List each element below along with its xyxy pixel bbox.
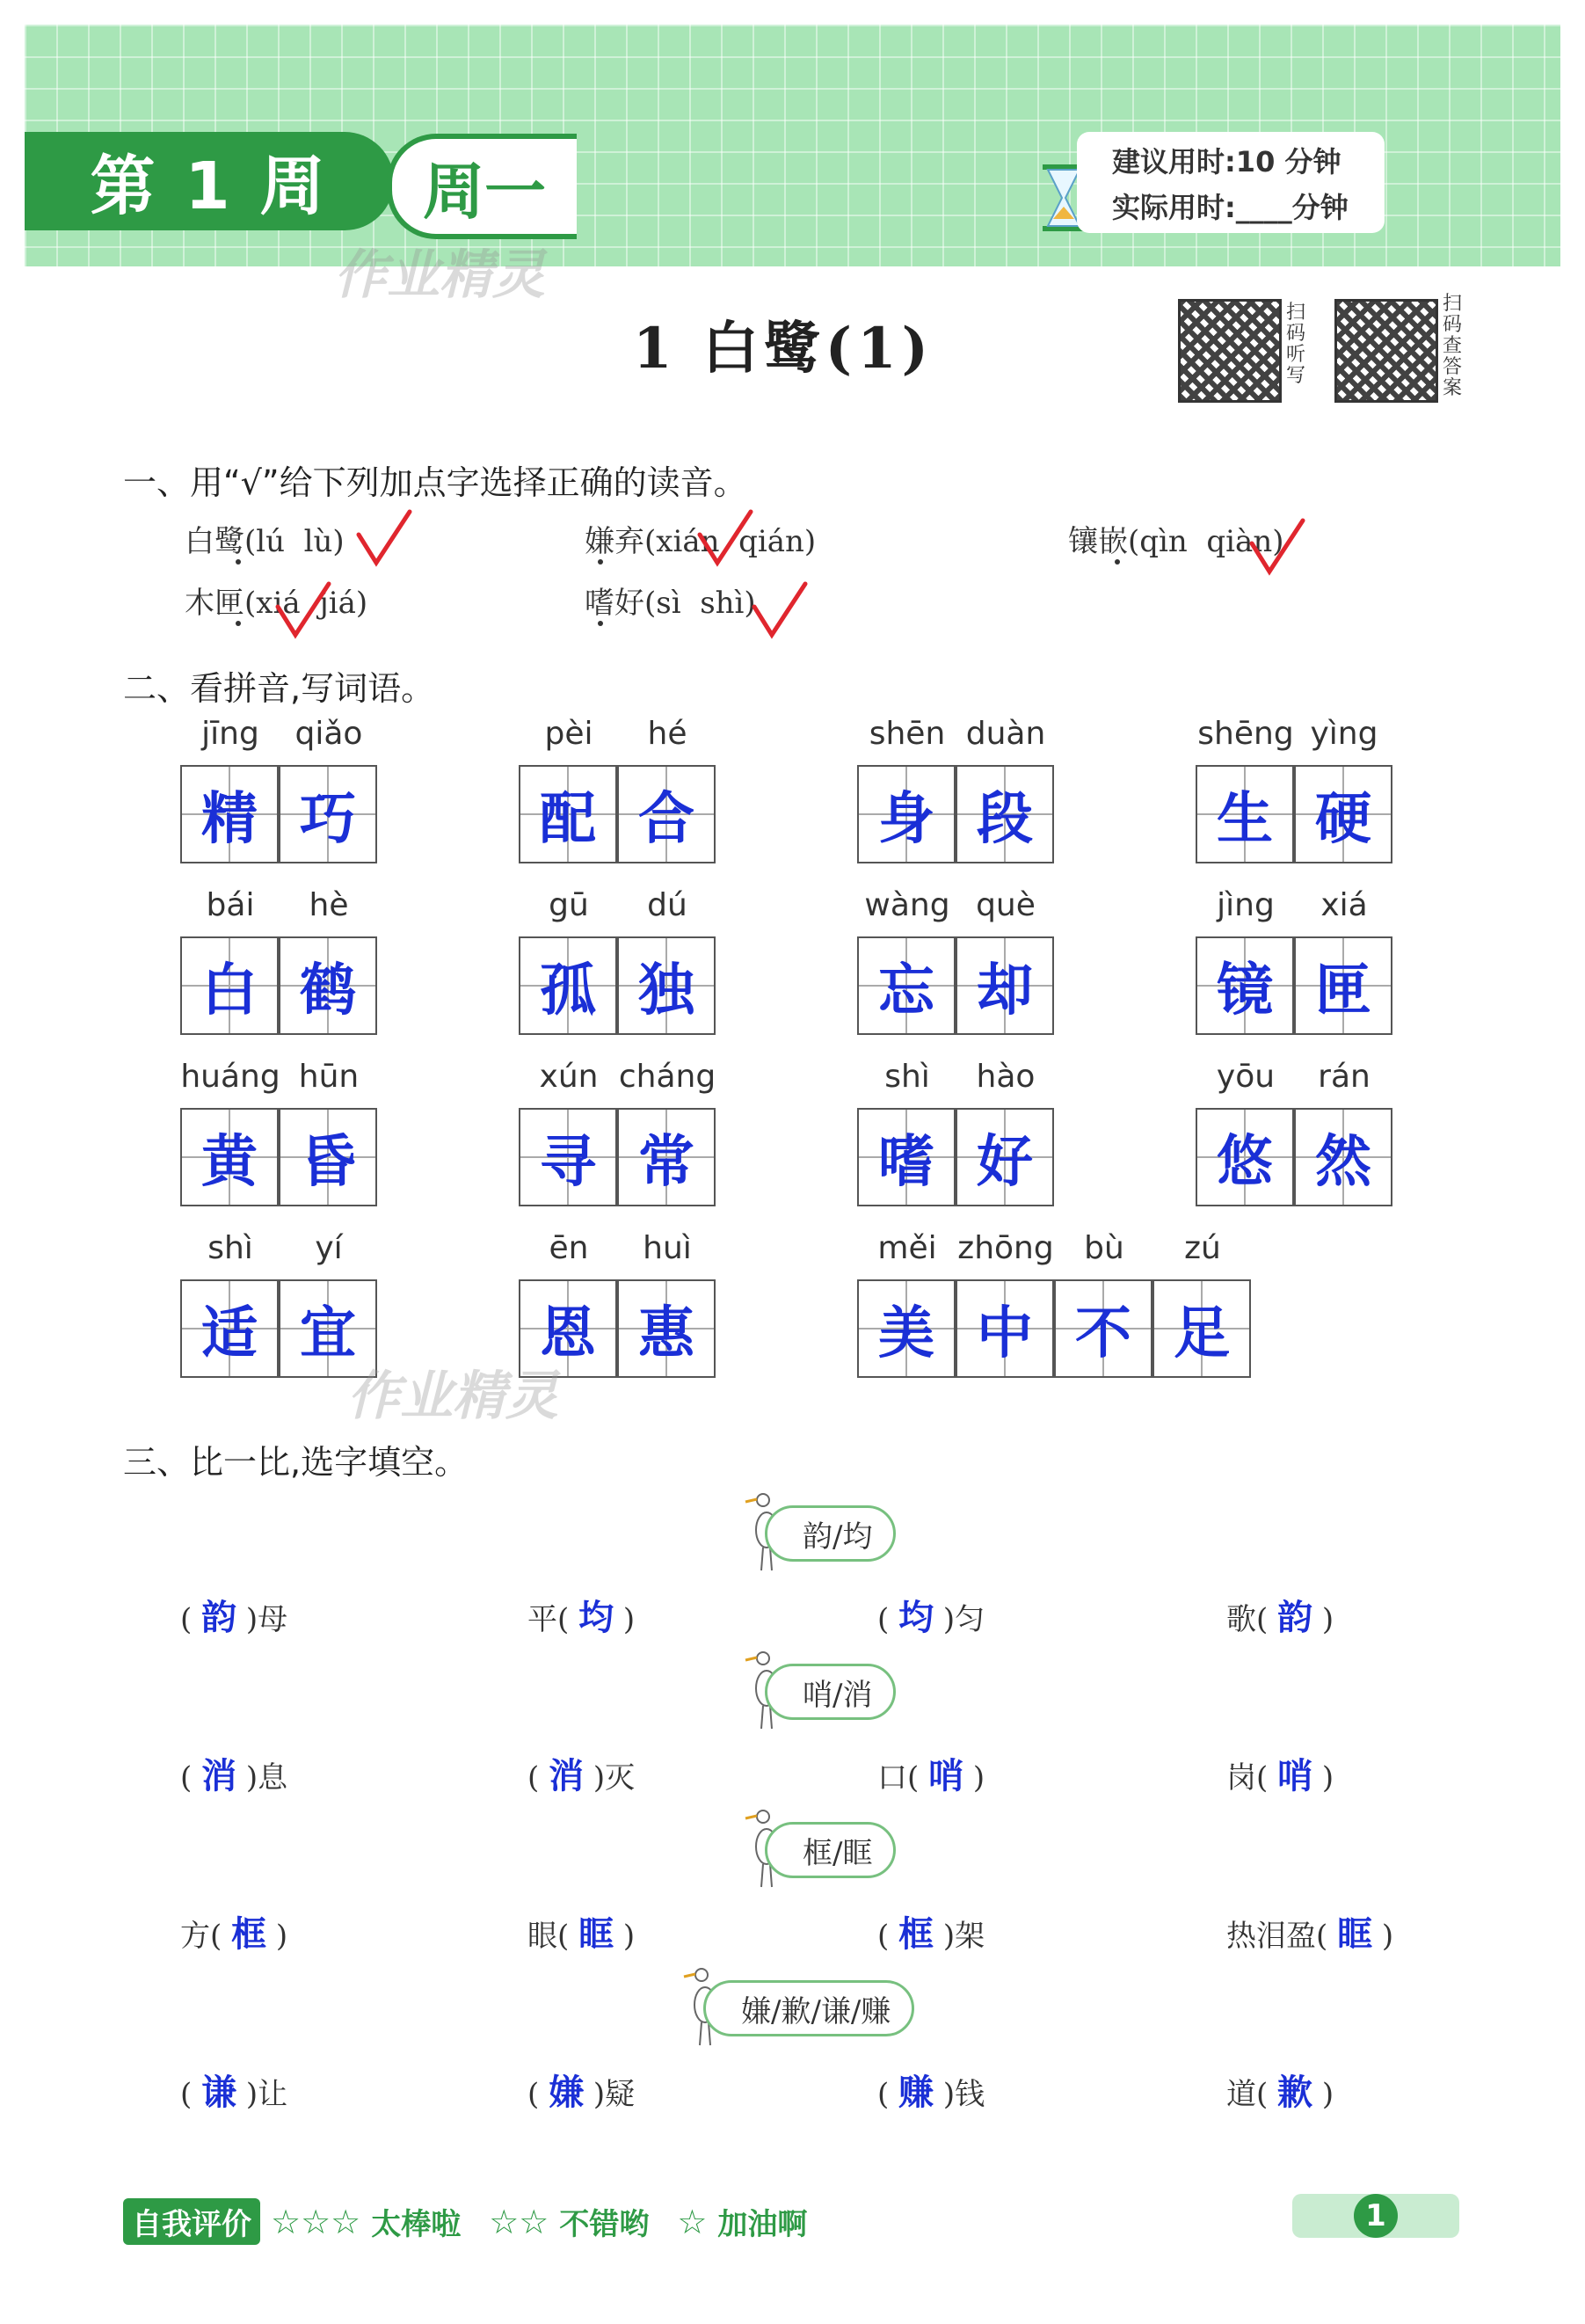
pinyin-label: qiǎo: [294, 716, 363, 752]
fill-text: )灭: [584, 1760, 636, 1796]
emphasis-dot: [598, 621, 603, 626]
writing-cell: 身: [857, 765, 956, 863]
writing-cell: 不: [1054, 1279, 1152, 1378]
writing-cell: 独: [617, 936, 716, 1035]
reading-item-2: 嫌弃(xián qián): [585, 524, 817, 559]
section1-title: 一、用“√”给下列加点字选择正确的读音。: [123, 463, 747, 502]
writing-cell: 匣: [1294, 936, 1392, 1035]
fill-text: ): [1312, 2077, 1334, 2112]
fill-text: ): [266, 1919, 288, 1954]
fill-text: ): [1372, 1919, 1394, 1954]
fill-text: )匀: [934, 1602, 985, 1637]
reading-item-4: 木匣(xiá jiá): [185, 586, 368, 621]
fill-item: [527, 1748, 635, 1798]
writing-cell: 悠: [1196, 1108, 1294, 1206]
fill-text: )钱: [934, 2077, 985, 2112]
fill-item: [1226, 1906, 1393, 1956]
pinyin-label: yí: [315, 1230, 343, 1266]
reading-item-5: 嗜好(sì shì): [585, 586, 756, 621]
pinyin-label: huì: [643, 1230, 692, 1266]
fill-answer: 哨: [1277, 1755, 1313, 1796]
emphasis-dot: [236, 621, 241, 626]
reading-item-3: 镶嵌(qìn qiàn): [1068, 524, 1284, 559]
pinyin-label: cháng: [618, 1059, 716, 1095]
fill-item: [180, 1748, 287, 1798]
pinyin-label: shēng: [1197, 716, 1294, 752]
pinyin-label: yōu: [1216, 1059, 1276, 1095]
fill-text: ): [1312, 1602, 1334, 1637]
star-icon[interactable]: ☆☆: [489, 2202, 549, 2241]
fill-answer: 均: [578, 1597, 614, 1638]
page-number-badge: [1292, 2194, 1459, 2238]
fill-answer: 韵: [1277, 1597, 1313, 1638]
fill-text: (: [527, 2077, 549, 2112]
qr-listen-label: 扫码听写: [1285, 302, 1305, 387]
pinyin-label: xiá: [1320, 887, 1368, 923]
fill-item: [180, 1906, 287, 1956]
pinyin-label: zhōng: [957, 1230, 1054, 1266]
pinyin-label: jīng: [201, 716, 259, 752]
fill-text: 平(: [527, 1602, 579, 1637]
char-group-label: 框/眶: [765, 1822, 896, 1878]
writing-cell: 鹤: [279, 936, 377, 1035]
fill-answer: 嫌: [549, 2072, 585, 2113]
fill-text: 道(: [1226, 2077, 1278, 2112]
fill-text: (: [180, 2077, 202, 2112]
rating-try: 加油啊: [717, 2207, 808, 2242]
char-group-label: 哨/消: [765, 1664, 896, 1720]
fill-answer: 眶: [578, 1913, 614, 1955]
fill-text: (: [180, 1602, 202, 1637]
fill-text: 口(: [877, 1760, 929, 1796]
fill-text: 岗(: [1226, 1760, 1278, 1796]
emphasis-dot: [1115, 559, 1120, 565]
fill-answer: 框: [231, 1913, 267, 1955]
self-evaluation: [123, 2198, 807, 2245]
rating-excellent: 太棒啦: [371, 2207, 462, 2242]
fill-answer: 消: [549, 1755, 585, 1796]
fill-item: [527, 1906, 635, 1956]
fill-text: ): [614, 1602, 636, 1637]
fill-item: [180, 2065, 287, 2115]
pinyin-label: pèi: [544, 716, 593, 752]
time-box: [1077, 132, 1385, 233]
pinyin-label: jìng: [1217, 887, 1275, 923]
pinyin-label: zú: [1184, 1230, 1221, 1266]
pinyin-label: huáng: [180, 1059, 280, 1095]
writing-cell: 昏: [279, 1108, 377, 1206]
pinyin-label: shì: [884, 1059, 930, 1095]
fill-text: 方(: [180, 1919, 232, 1954]
writing-cell: 忘: [857, 936, 956, 1035]
fill-text: (: [877, 1919, 899, 1954]
qr-code-answer[interactable]: [1334, 299, 1438, 403]
qr-code-listen[interactable]: [1178, 299, 1282, 403]
check-mark-icon: [353, 508, 415, 570]
pinyin-label: duàn: [965, 716, 1046, 752]
fill-answer: 韵: [201, 1597, 237, 1638]
week-badge: 第 1 周: [25, 132, 394, 230]
fill-text: 热泪盈(: [1226, 1919, 1338, 1954]
fill-text: ): [614, 1919, 636, 1954]
pinyin-label: xún: [539, 1059, 599, 1095]
qr-answer-label: 扫码查答案: [1442, 293, 1462, 399]
writing-cell: 寻: [519, 1108, 617, 1206]
eval-label: 自我评价: [123, 2198, 260, 2245]
fill-item: [877, 2065, 985, 2115]
writing-cell: 美: [857, 1279, 956, 1378]
emphasis-dot: [236, 559, 241, 565]
fill-text: )疑: [584, 2077, 636, 2112]
fill-answer: 歉: [1277, 2072, 1313, 2113]
writing-cell: 硬: [1294, 765, 1392, 863]
writing-cell: 嗜: [857, 1108, 956, 1206]
writing-cell: 精: [180, 765, 279, 863]
fill-answer: 谦: [201, 2072, 237, 2113]
char-group-label: 韵/均: [765, 1505, 896, 1562]
pinyin-label: shēn: [869, 716, 946, 752]
suggested-time: 建议用时:10 分钟: [1112, 145, 1341, 178]
fill-item: [1226, 1590, 1334, 1640]
writing-cell: 生: [1196, 765, 1294, 863]
fill-answer: 框: [898, 1913, 934, 1955]
fill-text: (: [180, 1760, 202, 1796]
check-mark-icon: [694, 508, 756, 570]
check-mark-icon: [1247, 517, 1308, 579]
writing-cell: 黄: [180, 1108, 279, 1206]
fill-text: (: [877, 2077, 899, 2112]
writing-cell: 巧: [279, 765, 377, 863]
fill-text: (: [527, 1760, 549, 1796]
fill-text: 眼(: [527, 1919, 579, 1954]
page-number: 1: [1354, 2194, 1398, 2238]
writing-cell: 配: [519, 765, 617, 863]
emphasis-dot: [598, 559, 603, 565]
reading-item-1: 白鹭(lú lù): [185, 524, 345, 559]
fill-answer: 赚: [898, 2072, 934, 2113]
pinyin-label: yìng: [1310, 716, 1378, 752]
pinyin-label: rán: [1318, 1059, 1371, 1095]
fill-answer: 消: [201, 1755, 237, 1796]
day-badge: 周一: [387, 134, 577, 239]
pinyin-label: shì: [207, 1230, 253, 1266]
watermark: 作业精灵: [334, 244, 545, 306]
fill-answer: 均: [898, 1597, 934, 1638]
lesson-title: 1 白鹭(1): [633, 316, 934, 382]
pinyin-label: hào: [976, 1059, 1036, 1095]
fill-text: )让: [236, 2077, 288, 2112]
fill-text: )息: [236, 1760, 288, 1796]
section2-title: 二、看拼音,写词语。: [123, 669, 435, 708]
fill-item: [1226, 2065, 1334, 2115]
writing-cell: 合: [617, 765, 716, 863]
writing-cell: 适: [180, 1279, 279, 1378]
writing-cell: 中: [956, 1279, 1054, 1378]
writing-cell: 然: [1294, 1108, 1392, 1206]
fill-text: ): [1312, 1760, 1334, 1796]
pinyin-label: hè: [309, 887, 349, 923]
rating-good: 不错哟: [559, 2207, 650, 2242]
fill-item: [877, 1906, 985, 1956]
writing-cell: 白: [180, 936, 279, 1035]
pinyin-label: gū: [549, 887, 589, 923]
fill-item: [180, 1590, 287, 1640]
fill-item: [877, 1590, 985, 1640]
fill-text: (: [877, 1602, 899, 1637]
writing-cell: 镜: [1196, 936, 1294, 1035]
fill-item: [527, 2065, 635, 2115]
pinyin-label: què: [976, 887, 1036, 923]
writing-cell: 却: [956, 936, 1054, 1035]
section3-title: 三、比一比,选字填空。: [123, 1443, 469, 1482]
fill-text: ): [963, 1760, 985, 1796]
fill-text: 歌(: [1226, 1602, 1278, 1637]
check-mark-icon: [273, 580, 334, 642]
char-group-label: 嫌/歉/谦/赚: [703, 1980, 914, 2036]
writing-cell: 惠: [617, 1279, 716, 1378]
writing-cell: 宜: [279, 1279, 377, 1378]
check-mark-icon: [749, 580, 811, 642]
fill-item: [527, 1590, 635, 1640]
actual-time: 实际用时:____分钟: [1112, 191, 1349, 224]
star-icon[interactable]: ☆: [677, 2202, 708, 2241]
writing-cell: 好: [956, 1108, 1054, 1206]
fill-item: [877, 1748, 985, 1798]
pinyin-label: bái: [206, 887, 255, 923]
writing-cell: 常: [617, 1108, 716, 1206]
pinyin-label: bù: [1084, 1230, 1124, 1266]
fill-answer: 眶: [1337, 1913, 1373, 1955]
pinyin-label: hé: [647, 716, 687, 752]
fill-text: )架: [934, 1919, 985, 1954]
pinyin-label: hūn: [298, 1059, 360, 1095]
fill-text: )母: [236, 1602, 288, 1637]
writing-cell: 孤: [519, 936, 617, 1035]
pinyin-label: měi: [877, 1230, 937, 1266]
fill-item: [1226, 1748, 1334, 1798]
pinyin-label: dú: [647, 887, 687, 923]
pinyin-label: ēn: [549, 1230, 589, 1266]
watermark: 作业精灵: [347, 1366, 558, 1427]
pinyin-label: wàng: [864, 887, 950, 923]
fill-answer: 哨: [928, 1755, 964, 1796]
writing-cell: 恩: [519, 1279, 617, 1378]
star-icon[interactable]: ☆☆☆: [271, 2202, 361, 2241]
writing-cell: 段: [956, 765, 1054, 863]
writing-cell: 足: [1152, 1279, 1251, 1378]
